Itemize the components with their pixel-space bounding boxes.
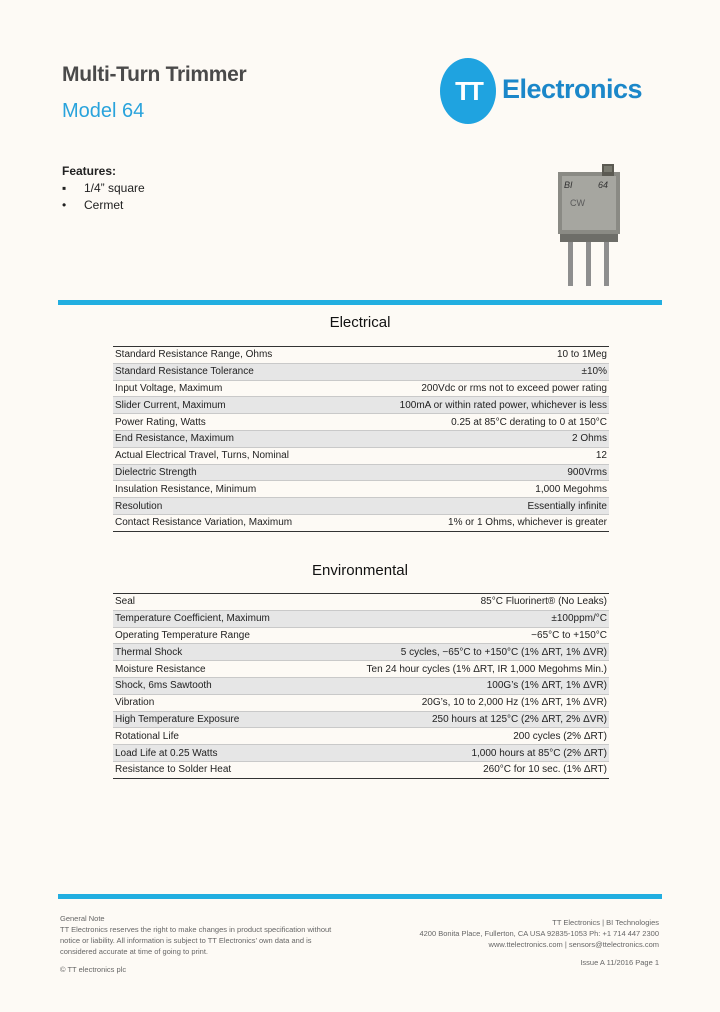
model-subtitle: Model 64 [62, 100, 145, 122]
spec-value: ±100ppm/°C [308, 610, 609, 627]
company-contact[interactable]: www.ttelectronics.com | sensors@ttelectronics.com [488, 940, 659, 949]
spec-value: 1,000 Megohms [342, 481, 609, 498]
logo-text: Electronics [502, 74, 643, 104]
spec-value: 200 cycles (2% ΔRT) [308, 728, 609, 745]
spec-value: 1,000 hours at 85°C (2% ΔRT) [308, 745, 609, 762]
spec-value: 100G’s (1% ΔRT, 1% ΔVR) [308, 677, 609, 694]
spec-parameter: Rotational Life [113, 728, 308, 745]
environmental-heading: Environmental [312, 562, 408, 579]
issue-info: Issue A 11/2016 Page 1 [580, 958, 659, 967]
bullet-icon: ▪ [62, 181, 67, 195]
spec-value: Ten 24 hour cycles (1% ΔRT, IR 1,000 Megohms Min.) [308, 661, 609, 678]
features-heading: Features: [62, 164, 117, 178]
page-title: Multi-Turn Trimmer [62, 63, 247, 86]
spec-row [113, 644, 609, 661]
copyright: © TT electronics plc [60, 965, 127, 974]
spec-row [113, 447, 609, 464]
environmental-spec-table [113, 593, 609, 779]
spec-value: 250 hours at 125°C (2% ΔRT, 2% ΔVR) [308, 711, 609, 728]
spec-parameter: Actual Electrical Travel, Turns, Nominal [113, 447, 342, 464]
spec-value: 100mA or within rated power, whichever is less [342, 397, 609, 414]
feature-item [62, 181, 145, 195]
spec-parameter: Operating Temperature Range [113, 627, 308, 644]
spec-row [113, 711, 609, 728]
spec-row [113, 677, 609, 694]
feature-text: 1/4” square [84, 181, 145, 195]
electrical-heading: Electrical [329, 314, 391, 331]
spec-value: 12 [342, 447, 609, 464]
spec-parameter: Vibration [113, 694, 308, 711]
spec-parameter: Seal [113, 594, 308, 611]
spec-value: −65°C to +150°C [308, 627, 609, 644]
spec-value: Essentially infinite [342, 498, 609, 515]
spec-row [113, 380, 609, 397]
spec-parameter: Resolution [113, 498, 342, 515]
section-divider [58, 300, 662, 305]
spec-row [113, 610, 609, 627]
spec-value: 260°C for 10 sec. (1% ΔRT) [308, 761, 609, 778]
feature-item [62, 198, 123, 212]
spec-parameter: Dielectric Strength [113, 464, 342, 481]
spec-row [113, 627, 609, 644]
spec-parameter: Shock, 6ms Sawtooth [113, 677, 308, 694]
spec-value: 0.25 at 85°C derating to 0 at 150°C [342, 414, 609, 431]
note-text: notice or liability. All information is subject to TT Electronics’ own data and is [60, 936, 312, 945]
bullet-icon: • [62, 198, 67, 212]
spec-value: 85°C Fluorinert® (No Leaks) [308, 594, 609, 611]
spec-value: 20G’s, 10 to 2,000 Hz (1% ΔRT, 1% ΔVR) [308, 694, 609, 711]
product-marking: CW [570, 198, 585, 208]
spec-value: 1% or 1 Ohms, whichever is greater [342, 514, 609, 531]
product-marking: 64 [598, 180, 609, 190]
spec-parameter: Thermal Shock [113, 644, 308, 661]
spec-row [113, 414, 609, 431]
spec-parameter: Temperature Coefficient, Maximum [113, 610, 308, 627]
spec-row [113, 745, 609, 762]
spec-row [113, 594, 609, 611]
product-marking: BI [564, 180, 573, 190]
spec-row [113, 661, 609, 678]
spec-parameter: Power Rating, Watts [113, 414, 342, 431]
footer-divider [58, 894, 662, 899]
spec-row [113, 397, 609, 414]
tt-electronics-logo [440, 58, 660, 124]
spec-row [113, 728, 609, 745]
spec-value: 2 Ohms [342, 430, 609, 447]
spec-parameter: Load Life at 0.25 Watts [113, 745, 308, 762]
spec-row [113, 694, 609, 711]
spec-parameter: Resistance to Solder Heat [113, 761, 308, 778]
spec-parameter: End Resistance, Maximum [113, 430, 342, 447]
spec-value: 900Vrms [342, 464, 609, 481]
spec-parameter: Slider Current, Maximum [113, 397, 342, 414]
note-text: TT Electronics reserves the right to make changes in product specification without [60, 925, 332, 934]
spec-value: 5 cycles, −65°C to +150°C (1% ΔRT, 1% ΔVR) [308, 644, 609, 661]
spec-row [113, 481, 609, 498]
spec-parameter: Insulation Resistance, Minimum [113, 481, 342, 498]
spec-row [113, 430, 609, 447]
company-name: TT Electronics | BI Technologies [552, 918, 659, 927]
electrical-spec-table [113, 346, 609, 532]
spec-row [113, 464, 609, 481]
spec-row [113, 761, 609, 778]
company-address: 4200 Bonita Place, Fullerton, CA USA 92835-1053 Ph: +1 714 447 2300 [419, 929, 659, 938]
spec-parameter: High Temperature Exposure [113, 711, 308, 728]
note-title: General Note [60, 914, 105, 923]
company-info [419, 917, 659, 968]
spec-parameter: Contact Resistance Variation, Maximum [113, 514, 342, 531]
spec-value: 200Vdc or rms not to exceed power rating [342, 380, 609, 397]
spec-row [113, 347, 609, 364]
feature-text: Cermet [84, 198, 124, 212]
spec-value: ±10% [342, 363, 609, 380]
spec-value: 10 to 1Meg [342, 347, 609, 364]
spec-row [113, 514, 609, 531]
note-text: considered accurate at time of going to print. [60, 947, 209, 956]
spec-parameter: Input Voltage, Maximum [113, 380, 342, 397]
trimmer-product-image [556, 164, 624, 286]
spec-row [113, 363, 609, 380]
spec-parameter: Standard Resistance Tolerance [113, 363, 342, 380]
logo-mark: TT [440, 58, 496, 124]
spec-row [113, 498, 609, 515]
spec-parameter: Standard Resistance Range, Ohms [113, 347, 342, 364]
general-note [60, 913, 331, 975]
spec-parameter: Moisture Resistance [113, 661, 308, 678]
